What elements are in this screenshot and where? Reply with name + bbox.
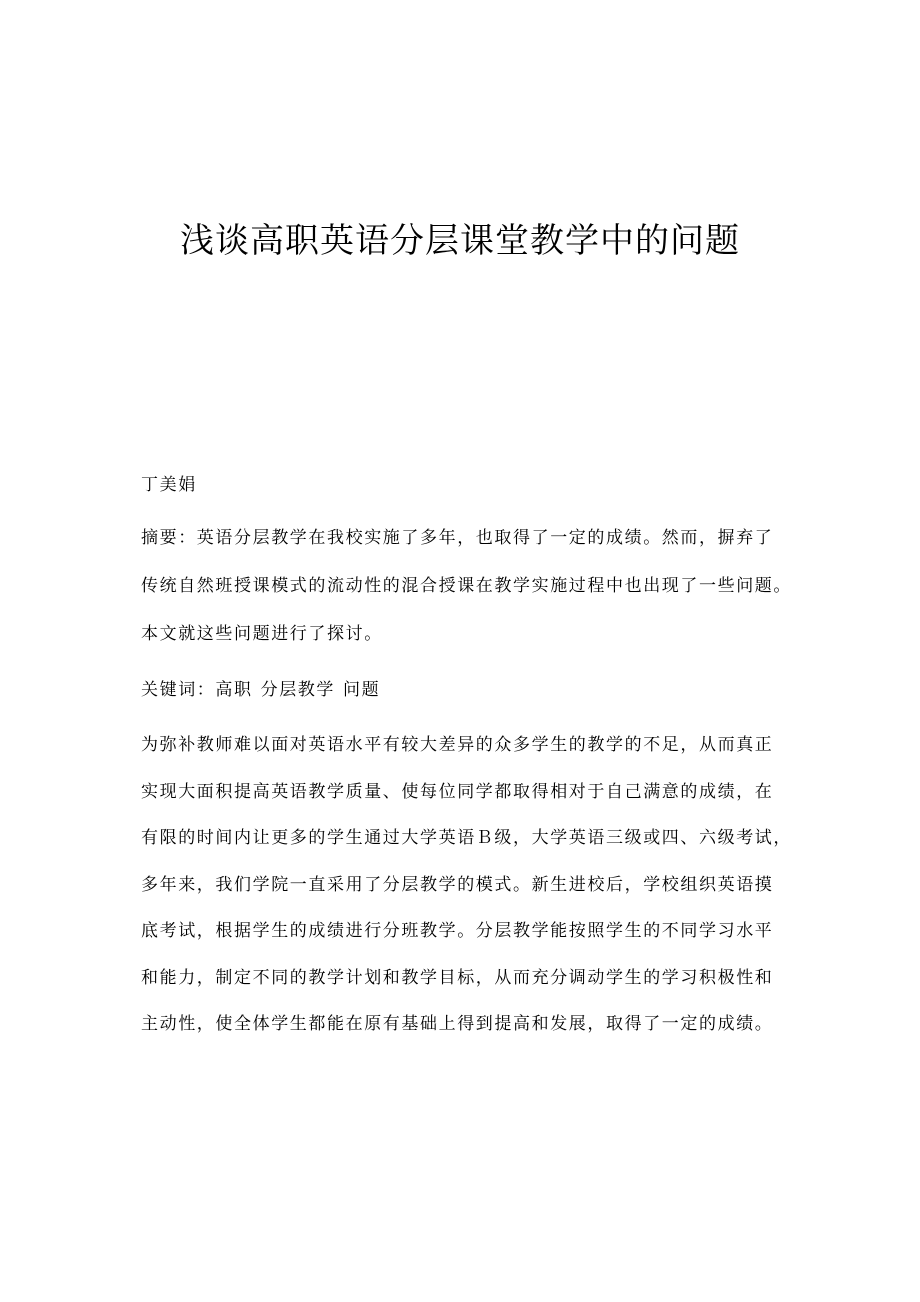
body-paragraph <box>141 722 791 1048</box>
abstract-line: 摘要：英语分层教学在我校实施了多年，也取得了一定的成绩。然而，摒弃了 <box>141 528 774 548</box>
paragraph-line: 为弥补教师难以面对英语水平有较大差异的众多学生的教学的不足，从而真正 <box>141 735 774 755</box>
abstract-line: 本文就这些问题进行了探讨。 <box>141 624 383 644</box>
abstract <box>141 514 791 658</box>
keyword-term: 分层教学 <box>260 680 336 700</box>
paragraph-line: 主动性，使全体学生都能在原有基础上得到提高和发展，取得了一定的成绩。 <box>141 1014 774 1034</box>
keyword-term: 高职 <box>215 680 253 700</box>
keyword-term: 问题 <box>343 680 381 700</box>
paragraph-line: 有限的时间内让更多的学生通过大学英语Ｂ级，大学英语三级或四、六级考试， <box>141 828 792 848</box>
keywords <box>141 666 791 714</box>
document-title: 浅谈高职英语分层课堂教学中的问题 <box>180 221 740 261</box>
abstract-line: 传统自然班授课模式的流动性的混合授课在教学实施过程中也出现了一些问题。 <box>141 576 792 596</box>
paragraph-line: 底考试，根据学生的成绩进行分班教学。分层教学能按照学生的不同学习水平 <box>141 921 774 941</box>
paragraph-line: 实现大面积提高英语教学质量、使每位同学都取得相对于自己满意的成绩，在 <box>141 781 774 802</box>
author-name <box>141 461 791 509</box>
paragraph-line: 多年来，我们学院一直采用了分层教学的模式。新生进校后，学校组织英语摸 <box>141 874 774 895</box>
paragraph-line: 和能力，制定不同的教学计划和教学目标，从而充分调动学生的学习积极性和 <box>141 967 774 988</box>
author-line: 丁美娟 <box>141 475 197 495</box>
keywords-label: 关键词： <box>141 680 216 700</box>
keywords-line <box>141 666 791 714</box>
